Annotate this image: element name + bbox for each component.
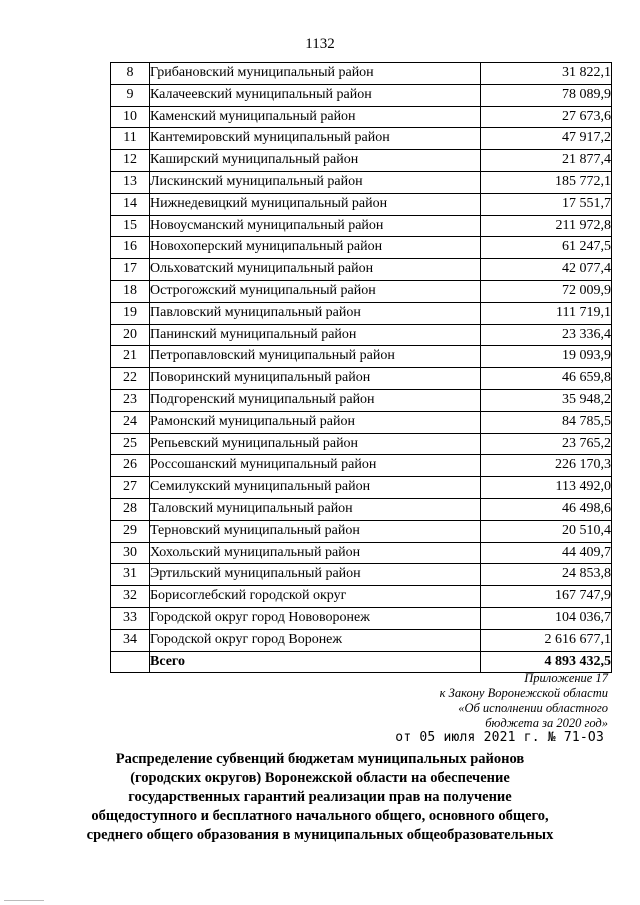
row-amount: 24 853,8 [481, 564, 612, 586]
row-number: 18 [111, 280, 150, 302]
row-number: 24 [111, 411, 150, 433]
table-row [111, 280, 612, 302]
row-municipality-name: Репьевский муниципальный район [150, 433, 481, 455]
subvention-table [110, 62, 612, 673]
row-number: 27 [111, 477, 150, 499]
row-amount: 44 409,7 [481, 542, 612, 564]
row-municipality-name: Борисоглебский городской округ [150, 586, 481, 608]
row-number: 21 [111, 346, 150, 368]
row-amount: 47 917,2 [481, 128, 612, 150]
scan-edge-mark [4, 900, 44, 901]
table-total-row [111, 651, 612, 673]
row-number: 10 [111, 106, 150, 128]
row-number: 8 [111, 63, 150, 85]
row-municipality-name: Семилукский муниципальный район [150, 477, 481, 499]
row-municipality-name: Нижнедевицкий муниципальный район [150, 193, 481, 215]
row-number: 17 [111, 259, 150, 281]
row-amount: 72 009,9 [481, 280, 612, 302]
row-amount: 2 616 677,1 [481, 629, 612, 651]
table-row [111, 607, 612, 629]
table-row [111, 237, 612, 259]
row-municipality-name: Кантемировский муниципальный район [150, 128, 481, 150]
row-amount: 61 247,5 [481, 237, 612, 259]
row-number: 9 [111, 84, 150, 106]
total-value: 4 893 432,5 [481, 651, 612, 673]
appendix-law-name: «Об исполнении областного [458, 701, 608, 715]
row-municipality-name: Острогожский муниципальный район [150, 280, 481, 302]
table-row [111, 215, 612, 237]
row-number: 26 [111, 455, 150, 477]
table-row [111, 433, 612, 455]
row-amount: 185 772,1 [481, 171, 612, 193]
heading-line-1: Распределение субвенций бюджетам муниципальных районов [115, 751, 525, 767]
row-municipality-name: Павловский муниципальный район [150, 302, 481, 324]
table-row [111, 259, 612, 281]
section-heading [0, 750, 640, 845]
row-number: 14 [111, 193, 150, 215]
row-municipality-name: Россошанский муниципальный район [150, 455, 481, 477]
table-row [111, 324, 612, 346]
row-number: 19 [111, 302, 150, 324]
heading-line-4: общедоступного и бесплатного начального общего, основного общего, [91, 808, 549, 824]
row-number: 31 [111, 564, 150, 586]
row-amount: 211 972,8 [481, 215, 612, 237]
row-number: 25 [111, 433, 150, 455]
row-amount: 23 765,2 [481, 433, 612, 455]
heading-line-3: государственных гарантий реализации прав на получение [128, 789, 512, 805]
row-municipality-name: Калачеевский муниципальный район [150, 84, 481, 106]
row-number: 34 [111, 629, 150, 651]
row-number: 32 [111, 586, 150, 608]
row-amount: 113 492,0 [481, 477, 612, 499]
total-num-cell [111, 651, 150, 673]
row-amount: 17 551,7 [481, 193, 612, 215]
row-number: 11 [111, 128, 150, 150]
row-number: 28 [111, 498, 150, 520]
row-amount: 20 510,4 [481, 520, 612, 542]
row-amount: 46 659,8 [481, 368, 612, 390]
row-number: 30 [111, 542, 150, 564]
row-municipality-name: Эртильский муниципальный район [150, 564, 481, 586]
table-row [111, 150, 612, 172]
row-amount: 42 077,4 [481, 259, 612, 281]
row-number: 22 [111, 368, 150, 390]
table-row [111, 193, 612, 215]
table-row [111, 128, 612, 150]
table-row [111, 564, 612, 586]
row-municipality-name: Панинский муниципальный район [150, 324, 481, 346]
row-municipality-name: Грибановский муниципальный район [150, 63, 481, 85]
row-municipality-name: Каширский муниципальный район [150, 150, 481, 172]
row-municipality-name: Рамонский муниципальный район [150, 411, 481, 433]
table-row [111, 629, 612, 651]
table-row [111, 346, 612, 368]
row-number: 15 [111, 215, 150, 237]
table-row [111, 498, 612, 520]
row-amount: 31 822,1 [481, 63, 612, 85]
table-row [111, 455, 612, 477]
row-municipality-name: Лискинский муниципальный район [150, 171, 481, 193]
table-row [111, 477, 612, 499]
table-row [111, 411, 612, 433]
row-number: 29 [111, 520, 150, 542]
row-amount: 19 093,9 [481, 346, 612, 368]
appendix-law-year: бюджета за 2020 год» [485, 716, 608, 730]
row-number: 33 [111, 607, 150, 629]
row-municipality-name: Ольховатский муниципальный район [150, 259, 481, 281]
row-number: 13 [111, 171, 150, 193]
table-body [111, 63, 612, 673]
page-number: 1132 [305, 36, 335, 52]
row-municipality-name: Подгоренский муниципальный район [150, 389, 481, 411]
row-number: 20 [111, 324, 150, 346]
row-municipality-name: Городской округ город Воронеж [150, 629, 481, 651]
row-amount: 27 673,6 [481, 106, 612, 128]
row-amount: 111 719,1 [481, 302, 612, 324]
row-number: 23 [111, 389, 150, 411]
row-amount: 21 877,4 [481, 150, 612, 172]
table-row [111, 63, 612, 85]
row-municipality-name: Терновский муниципальный район [150, 520, 481, 542]
appendix-law: к Закону Воронежской области [439, 686, 608, 700]
row-amount: 46 498,6 [481, 498, 612, 520]
table-row [111, 389, 612, 411]
row-municipality-name: Новохоперский муниципальный район [150, 237, 481, 259]
table-row [111, 586, 612, 608]
row-amount: 35 948,2 [481, 389, 612, 411]
heading-line-2: (городских округов) Воронежской области на обеспечение [130, 770, 510, 786]
table-row [111, 542, 612, 564]
row-amount: 104 036,7 [481, 607, 612, 629]
row-amount: 78 089,9 [481, 84, 612, 106]
row-number: 12 [111, 150, 150, 172]
table-row [111, 84, 612, 106]
row-municipality-name: Хохольский муниципальный район [150, 542, 481, 564]
row-municipality-name: Таловский муниципальный район [150, 498, 481, 520]
row-municipality-name: Городской округ город Нововоронеж [150, 607, 481, 629]
row-amount: 84 785,5 [481, 411, 612, 433]
table-row [111, 171, 612, 193]
row-amount: 226 170,3 [481, 455, 612, 477]
table-row [111, 302, 612, 324]
row-municipality-name: Новоусманский муниципальный район [150, 215, 481, 237]
heading-line-5: среднего общего образования в муниципальных общеобразовательных [86, 827, 554, 843]
appendix-note [440, 671, 608, 731]
row-municipality-name: Поворинский муниципальный район [150, 368, 481, 390]
row-number: 16 [111, 237, 150, 259]
table-row [111, 368, 612, 390]
row-municipality-name: Каменский муниципальный район [150, 106, 481, 128]
law-date-stamp: от 05 июля 2021 г. № 71-ОЗ [395, 730, 604, 745]
row-amount: 167 747,9 [481, 586, 612, 608]
row-amount: 23 336,4 [481, 324, 612, 346]
total-label: Всего [150, 651, 481, 673]
row-municipality-name: Петропавловский муниципальный район [150, 346, 481, 368]
appendix-title: Приложение 17 [524, 671, 608, 685]
table-row [111, 106, 612, 128]
table-row [111, 520, 612, 542]
